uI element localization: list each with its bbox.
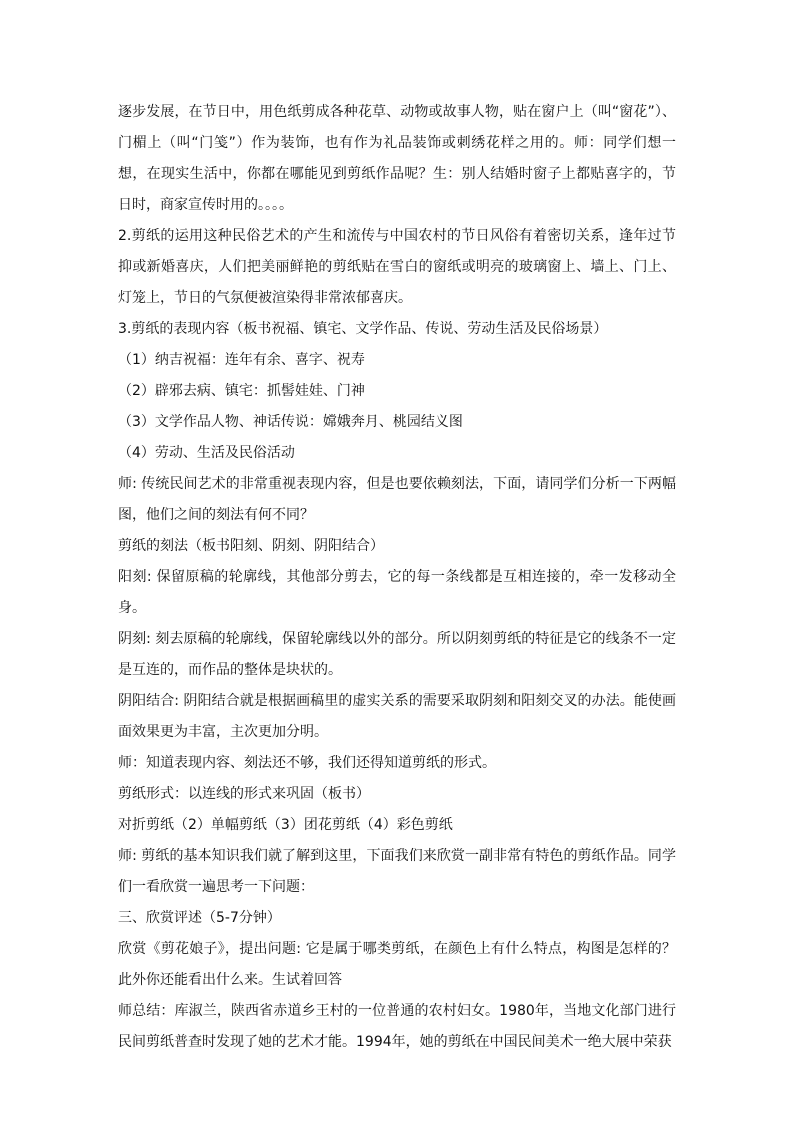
paragraph-item-1: （1）纳吉祝福：连年有余、喜字、祝寿 — [118, 352, 365, 368]
document-page — [118, 97, 676, 1058]
paragraph-intro: 逐步发展，在节日中，用色纸剪成各种花草、动物或故事人物，贴在窗户上（叫“窗花”）、门楣上（叫“门笺”）作为装饰，也有作为礼品装饰或刺绣花样之用的。师：同学们想一想，在现实生活中，你都在哪能见到剪纸作品呢？生：别人结婚时窗子上都贴喜字的，节日时，商家宣传时用的。。。。 — [118, 104, 676, 213]
paragraph-usage: 2.剪纸的运用这种民俗艺术的产生和流传与中国农村的节日风俗有着密切关系，逢年过节抑或新婚喜庆，人们把美丽鲜艳的剪纸贴在雪白的窗纸或明亮的玻璃窗上、墙上、门上、灯笼上，节日的气氛便被渲染得非常浓郁喜庆。 — [118, 228, 676, 306]
paragraph-yang-carving: 阳刻: 保留原稿的轮廓线，其他部分剪去，它的每一条线都是互相连接的，牵一发移动全身。 — [118, 569, 676, 616]
paragraph-teacher-summary: 师总结：库淑兰，陕西省赤道乡王村的一位普通的农村妇女。1980年，当地文化部门进行民间剪纸普查时发现了她的艺术才能。1994年，她的剪纸在中国民间美术一绝大展中荣获 — [118, 1003, 676, 1050]
paragraph-teacher-forms: 师：知道表现内容、刻法还不够，我们还得知道剪纸的形式。 — [118, 755, 496, 771]
paragraph-teacher-appreciation: 师: 剪纸的基本知识我们就了解到这里，下面我们来欣赏一副非常有特色的剪纸作品。同学们一看欣赏一遍思考一下问题： — [118, 848, 676, 895]
paragraph-yin-carving: 阴刻: 刻去原稿的轮廓线，保留轮廓线以外的部分。所以阴刻剪纸的特征是它的线条不一定是互连的，而作品的整体是块状的。 — [118, 631, 676, 678]
paragraph-section-three: 三、欣赏评述（5-7分钟） — [118, 910, 281, 926]
paragraph-forms-list: 对折剪纸（2）单幅剪纸（3）团花剪纸（4）彩色剪纸 — [118, 817, 453, 833]
paragraph-teacher-carving: 师: 传统民间艺术的非常重视表现内容，但是也要依赖刻法，下面，请同学们分析一下两幅图，他们之间的刻法有何不同？ — [118, 476, 676, 523]
paragraph-carving-heading: 剪纸的刻法（板书阳刻、阴刻、阴阳结合） — [118, 538, 384, 554]
paragraph-forms-heading: 剪纸形式：以连线的形式来巩固（板书） — [118, 786, 370, 802]
paragraph-item-2: （2）辟邪去病、镇宅：抓髻娃娃、门神 — [118, 383, 365, 399]
paragraph-item-3: （3）文学作品人物、神话传说：嫦娥奔月、桃园结义图 — [118, 414, 463, 430]
paragraph-yinyang-carving: 阴阳结合: 阴阳结合就是根据画稿里的虚实关系的需要采取阴刻和阳刻交叉的办法。能使画面效果更为丰富，主次更加分明。 — [118, 693, 676, 740]
paragraph-item-4: （4）劳动、生活及民俗活动 — [118, 445, 295, 461]
paragraph-content-heading: 3.剪纸的表现内容（板书祝福、镇宅、文学作品、传说、劳动生活及民俗场景） — [118, 321, 608, 337]
paragraph-appreciation-question: 欣赏《剪花娘子》，提出问题: 它是属于哪类剪纸，在颜色上有什么特点，构图是怎样的？此外你还能看出什么来。生试着回答 — [118, 941, 676, 988]
